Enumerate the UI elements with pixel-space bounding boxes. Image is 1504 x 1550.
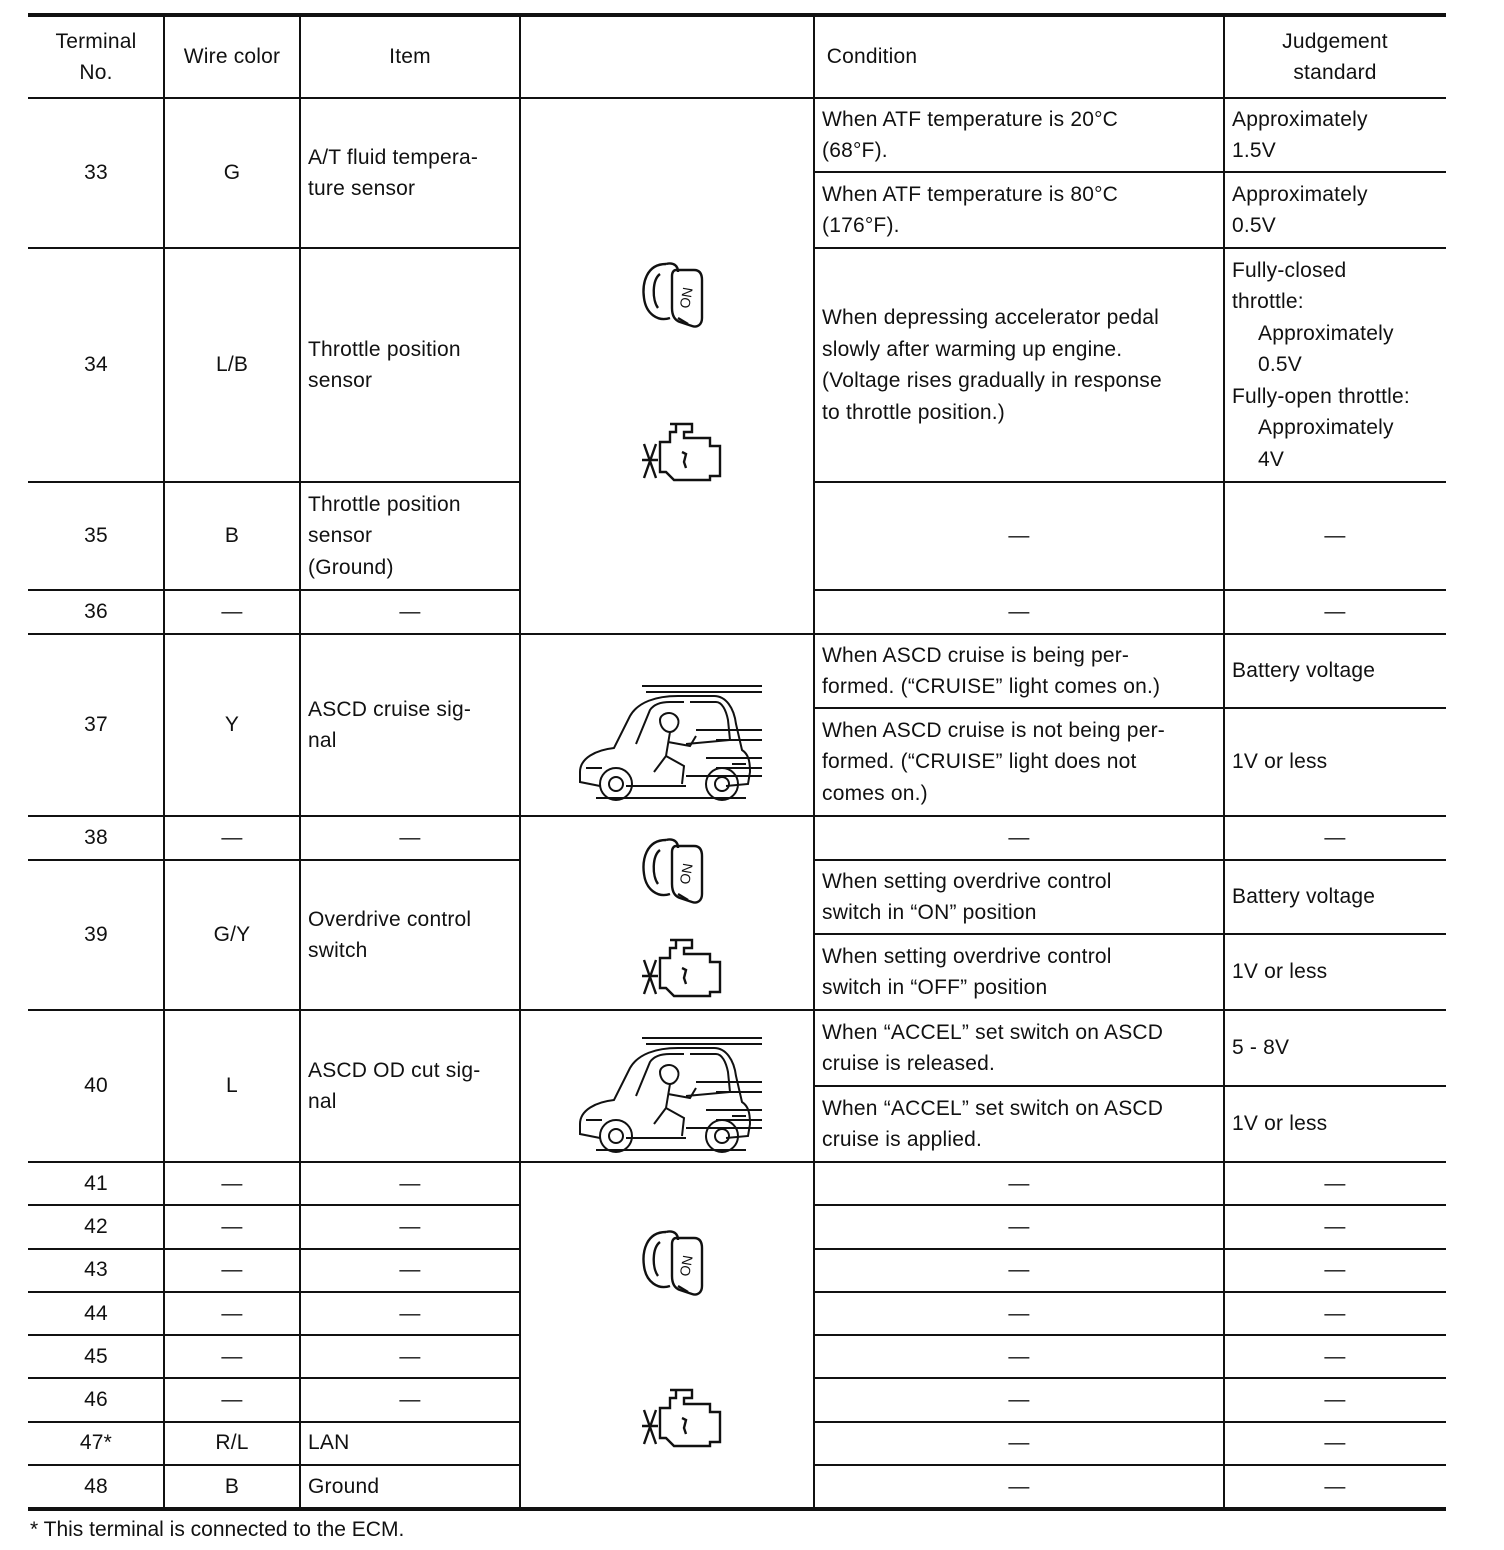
wire-color: Y <box>224 713 240 737</box>
car-driving-icon <box>566 680 766 806</box>
terminal-no: 40 <box>84 1074 108 1098</box>
wire-color: — <box>221 1215 243 1239</box>
judgement-value: Battery voltage <box>1232 659 1376 683</box>
item-name: ASCD cruise sig- nal <box>308 697 472 752</box>
wire-color: L <box>226 1074 238 1098</box>
condition-text: When ASCD cruise is not being per- formed. (“CRUISE” light does not comes on.) <box>822 718 1165 805</box>
terminal-table <box>28 14 1446 1512</box>
terminal-no: 34 <box>84 353 108 377</box>
terminal-no: 42 <box>84 1215 108 1239</box>
item-name: — <box>399 826 421 850</box>
judgement-line: Fully-closed throttle: <box>1232 258 1347 314</box>
row-divider <box>814 933 1446 935</box>
item-name: — <box>399 1388 421 1412</box>
wire-color: — <box>221 600 243 624</box>
wire-color: — <box>221 1171 243 1195</box>
terminal-no: 47* <box>79 1431 113 1455</box>
terminal-no: 33 <box>84 161 108 185</box>
header-condition: Condition <box>826 45 918 69</box>
engine-running-icon <box>640 420 730 486</box>
wire-color: — <box>221 1258 243 1282</box>
item-name: — <box>399 1258 421 1282</box>
terminal-no: 44 <box>84 1301 108 1325</box>
wire-color: G/Y <box>213 923 251 947</box>
wire-color: — <box>221 1301 243 1325</box>
terminal-no: 41 <box>84 1171 108 1195</box>
header-item: Item <box>389 45 431 69</box>
judgement-value: — <box>1324 1171 1346 1195</box>
condition-text: When setting overdrive control switch in “OFF” position <box>822 944 1112 999</box>
item-name: — <box>399 1344 421 1368</box>
judgement-value: — <box>1324 1301 1346 1325</box>
header-judgement-standard: Judgement standard <box>1282 29 1388 84</box>
condition-text: When ATF temperature is 80°C (176°F). <box>822 182 1119 237</box>
judgement-value: 5 - 8V <box>1232 1036 1290 1060</box>
item-name: Throttle position sensor <box>308 337 461 392</box>
item-name: LAN <box>308 1431 350 1455</box>
item-name: — <box>399 1171 421 1195</box>
terminal-no: 35 <box>84 524 108 548</box>
judgement-value: — <box>1324 1388 1346 1412</box>
condition-text: — <box>1008 1388 1030 1412</box>
condition-text: — <box>1008 1301 1030 1325</box>
judgement-value: 1V or less <box>1232 1112 1328 1136</box>
item-name: Throttle position sensor (Ground) <box>308 492 461 579</box>
wire-color: — <box>221 1388 243 1412</box>
item-name: Overdrive control switch <box>308 907 472 962</box>
column-divider <box>299 14 301 1508</box>
condition-text: — <box>1008 826 1030 850</box>
judgement-value: 1V or less <box>1232 750 1328 774</box>
svg-text:ON: ON <box>676 1254 696 1278</box>
condition-text: When setting overdrive control switch in “ON” position <box>822 869 1112 924</box>
condition-text: When “ACCEL” set switch on ASCD cruise is applied. <box>822 1096 1164 1151</box>
ignition-key-on-icon <box>636 832 716 908</box>
wire-color: B <box>224 524 240 548</box>
condition-text: — <box>1008 1215 1030 1239</box>
judgement-value: — <box>1324 524 1346 548</box>
item-name: ASCD OD cut sig- nal <box>308 1058 481 1113</box>
item-name: — <box>399 1215 421 1239</box>
header-terminal-no: Terminal No. <box>55 29 137 84</box>
condition-text: — <box>1008 1431 1030 1455</box>
engine-running-icon <box>640 936 730 1002</box>
wire-color: R/L <box>215 1431 249 1455</box>
terminal-no: 45 <box>84 1344 108 1368</box>
footnote: * This terminal is connected to the ECM. <box>30 1518 405 1541</box>
judgement-value: — <box>1324 1258 1346 1282</box>
judgement-line: Approximately 4V <box>1258 416 1394 471</box>
row-divider <box>28 1507 1446 1511</box>
ignition-key-on-icon <box>636 1224 716 1300</box>
item-name: Ground <box>308 1474 380 1498</box>
car-driving-icon <box>566 1032 766 1158</box>
condition-text: — <box>1008 524 1030 548</box>
item-name: — <box>399 600 421 624</box>
condition-text: When “ACCEL” set switch on ASCD cruise is released. <box>822 1020 1164 1075</box>
svg-text:ON: ON <box>676 862 696 886</box>
terminal-no: 37 <box>84 713 108 737</box>
row-divider <box>814 171 1446 173</box>
wire-color: G <box>223 161 241 185</box>
header-wire-color: Wire color <box>183 45 281 69</box>
judgement-line: Fully-open throttle: <box>1232 384 1410 408</box>
item-name: — <box>399 1301 421 1325</box>
judgement-value: Approximately 0.5V <box>1232 182 1368 237</box>
judgement-value: — <box>1324 1215 1346 1239</box>
document <box>28 14 1446 1550</box>
judgement-value <box>1224 248 1446 482</box>
terminal-no: 43 <box>84 1258 108 1282</box>
terminal-no: 48 <box>84 1474 108 1498</box>
terminal-no: 36 <box>84 600 108 624</box>
column-divider <box>163 14 165 1508</box>
column-divider <box>519 14 521 1508</box>
row-divider <box>814 707 1446 709</box>
condition-text: — <box>1008 1258 1030 1282</box>
svg-text:ON: ON <box>676 286 696 310</box>
condition-text: — <box>1008 600 1030 624</box>
wire-color: B <box>224 1474 240 1498</box>
condition-text: — <box>1008 1171 1030 1195</box>
wire-color: L/B <box>215 353 249 377</box>
judgement-value: 1V or less <box>1232 960 1328 984</box>
engine-running-icon <box>640 1386 730 1452</box>
condition-text: — <box>1008 1344 1030 1368</box>
judgement-value: — <box>1324 600 1346 624</box>
item-name: A/T fluid tempera- ture sensor <box>308 145 479 200</box>
wire-color: — <box>221 826 243 850</box>
judgement-value: Battery voltage <box>1232 885 1376 909</box>
ignition-key-on-icon <box>636 256 716 332</box>
column-divider <box>813 14 815 1508</box>
terminal-no: 38 <box>84 826 108 850</box>
column-divider <box>1223 14 1225 1508</box>
row-divider <box>814 1085 1446 1087</box>
judgement-value: — <box>1324 1474 1346 1498</box>
terminal-no: 39 <box>84 923 108 947</box>
judgement-value: — <box>1324 1431 1346 1455</box>
judgement-value: — <box>1324 1344 1346 1368</box>
judgement-value: — <box>1324 826 1346 850</box>
judgement-line: Approximately 0.5V <box>1258 321 1394 377</box>
wire-color: — <box>221 1344 243 1368</box>
condition-text: When ASCD cruise is being per- formed. (“CRUISE” light comes on.) <box>822 643 1161 698</box>
condition-text: When ATF temperature is 20°C (68°F). <box>822 107 1119 162</box>
judgement-value: Approximately 1.5V <box>1232 107 1368 162</box>
terminal-no: 46 <box>84 1388 108 1412</box>
condition-text: — <box>1008 1474 1030 1498</box>
condition-text: When depressing accelerator pedal slowly after warming up engine. (Voltage rises gradually in response to throttle position.) <box>822 306 1162 424</box>
